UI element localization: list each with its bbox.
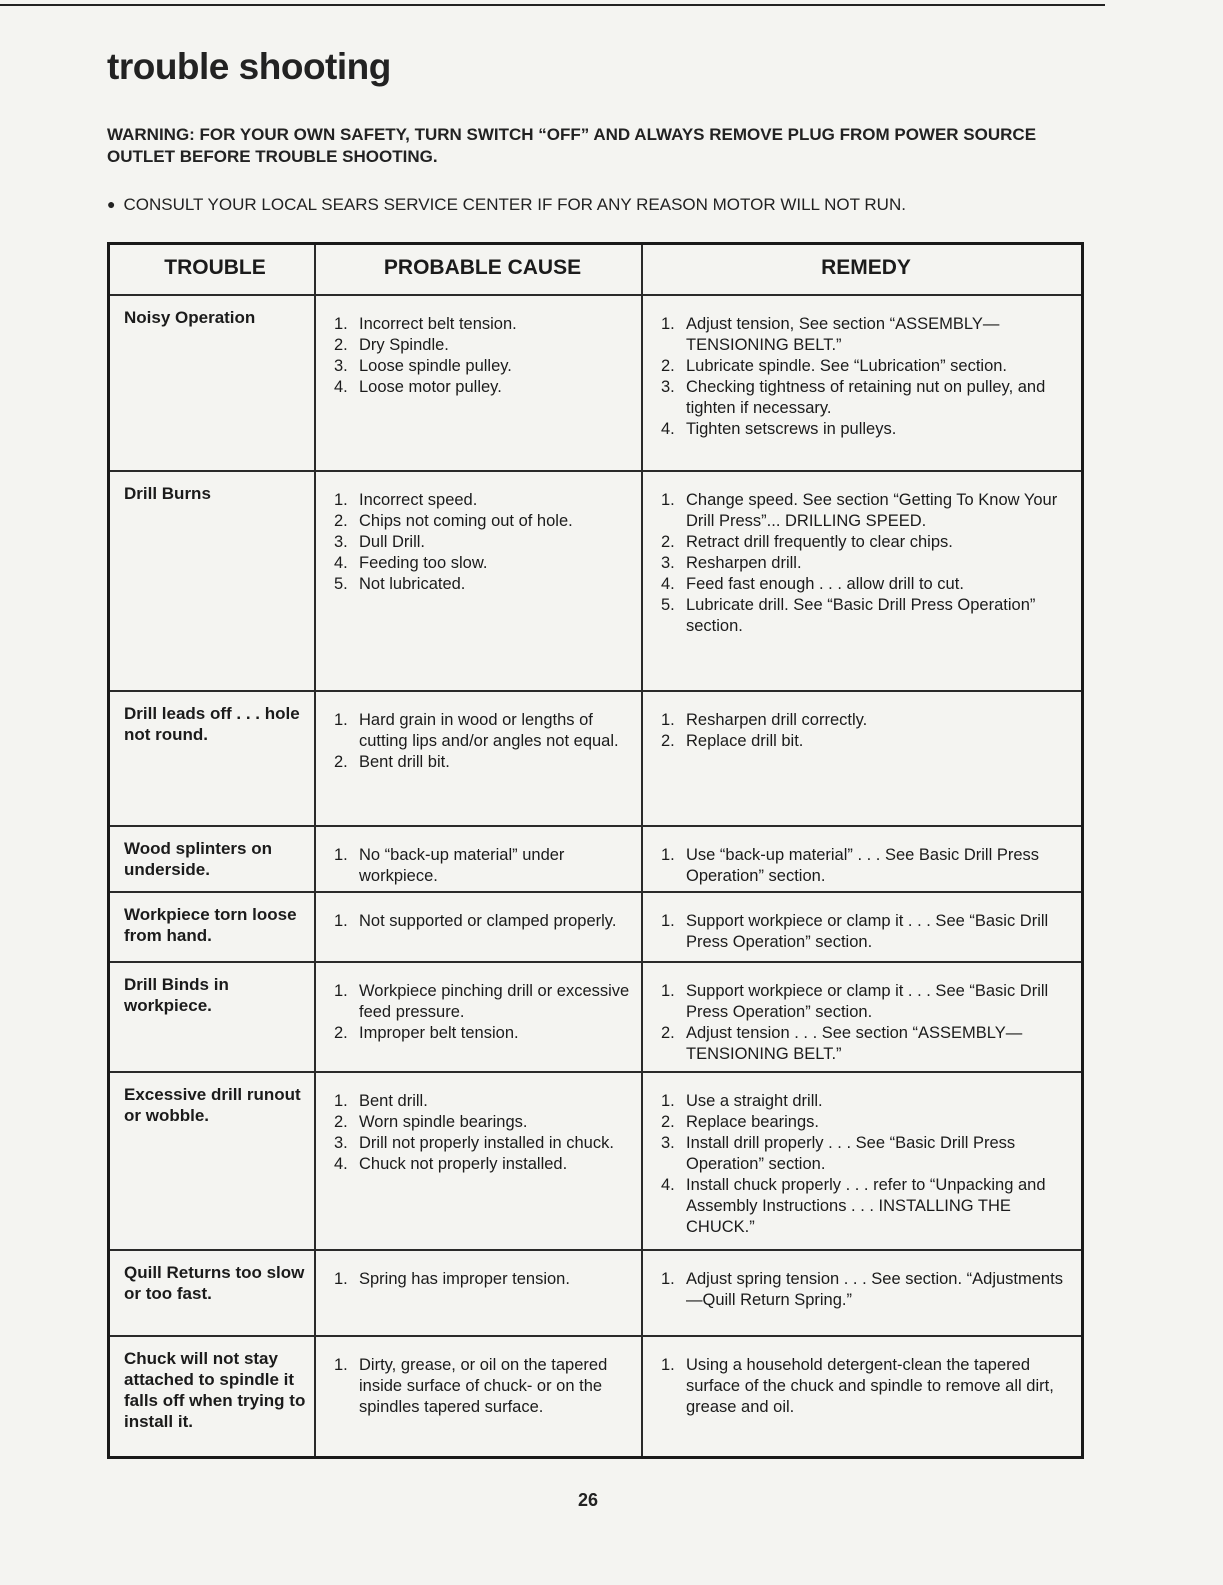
item-text: Hard grain in wood or lengths of cutting lips and/or angles not equal. (359, 711, 619, 750)
table-row (110, 692, 1081, 827)
remedy-item (661, 574, 1071, 595)
cause-item (334, 752, 631, 773)
item-text: Support workpiece or clamp it . . . See “Basic Drill Press Operation” section. (686, 982, 1049, 1021)
item-number: 2. (661, 533, 675, 551)
table-body (110, 296, 1081, 1456)
cause-list (334, 899, 631, 932)
item-number: 1. (661, 846, 675, 864)
item-text: Support workpiece or clamp it . . . See “Basic Drill Press Operation” section. (686, 912, 1049, 951)
cause-list (334, 833, 631, 887)
remedy-item (661, 981, 1071, 1023)
remedy-cell (643, 296, 1081, 470)
item-number: 1. (661, 982, 675, 1000)
item-number: 4. (661, 420, 675, 438)
item-number: 2. (334, 1113, 348, 1131)
cause-cell (316, 827, 643, 891)
trouble-cell: Noisy Operation (110, 296, 316, 470)
cause-cell (316, 893, 643, 961)
cause-item (334, 1091, 631, 1112)
item-number: 1. (334, 982, 348, 1000)
remedy-item (661, 419, 1071, 440)
trouble-cell: Workpiece torn loose from hand. (110, 893, 316, 961)
item-number: 1. (334, 711, 348, 729)
cause-item (334, 377, 631, 398)
cause-item (334, 911, 631, 932)
remedy-item (661, 595, 1071, 637)
cause-item (334, 356, 631, 377)
item-text: Chuck not properly installed. (359, 1155, 568, 1173)
item-text: Adjust tension, See section “ASSEMBLY—TENSIONING BELT.” (686, 315, 1000, 354)
item-text: Replace drill bit. (686, 732, 804, 750)
remedy-cell (643, 827, 1081, 891)
top-rule (0, 4, 1105, 6)
item-text: Feeding too slow. (359, 554, 488, 572)
remedy-item (661, 1269, 1071, 1311)
item-text: Resharpen drill correctly. (686, 711, 868, 729)
table-row (110, 296, 1081, 472)
remedy-item (661, 731, 1071, 752)
cause-cell (316, 1251, 643, 1335)
item-text: Worn spindle bearings. (359, 1113, 528, 1131)
cause-item (334, 1023, 631, 1044)
item-number: 4. (661, 575, 675, 593)
cause-list (334, 969, 631, 1044)
cause-list (334, 302, 631, 398)
table-row (110, 893, 1081, 963)
item-text: Tighten setscrews in pulleys. (686, 420, 897, 438)
table-row (110, 1073, 1081, 1251)
cause-item (334, 490, 631, 511)
cause-item (334, 1355, 631, 1418)
cause-item (334, 574, 631, 595)
remedy-list (661, 1343, 1071, 1418)
item-text: Adjust tension . . . See section “ASSEMBLY—TENSIONING BELT.” (686, 1024, 1023, 1063)
cause-item (334, 1154, 631, 1175)
cause-list (334, 478, 631, 595)
consult-note (107, 194, 906, 216)
item-text: Chips not coming out of hole. (359, 512, 573, 530)
item-number: 2. (334, 336, 348, 354)
item-number: 2. (334, 1024, 348, 1042)
remedy-list (661, 969, 1071, 1065)
item-text: Dry Spindle. (359, 336, 449, 354)
item-number: 1. (661, 491, 675, 509)
item-number: 1. (334, 1356, 348, 1374)
item-number: 1. (661, 315, 675, 333)
item-text: Spring has improper tension. (359, 1270, 570, 1288)
remedy-cell (643, 893, 1081, 961)
cause-item (334, 314, 631, 335)
item-number: 2. (661, 732, 675, 750)
remedy-list (661, 899, 1071, 953)
item-number: 1. (661, 1356, 675, 1374)
item-number: 1. (661, 1092, 675, 1110)
cause-item (334, 1133, 631, 1154)
cause-item (334, 1112, 631, 1133)
item-number: 3. (334, 1134, 348, 1152)
remedy-cell (643, 1073, 1081, 1249)
remedy-item (661, 1175, 1071, 1238)
item-number: 3. (334, 357, 348, 375)
item-number: 4. (334, 378, 348, 396)
item-text: Change speed. See section “Getting To Know Your Drill Press”... DRILLING SPEED. (686, 491, 1058, 530)
remedy-list (661, 478, 1071, 637)
remedy-item (661, 553, 1071, 574)
item-text: Bent drill bit. (359, 753, 450, 771)
item-number: 2. (661, 1024, 675, 1042)
cause-item (334, 710, 631, 752)
remedy-item (661, 490, 1071, 532)
item-text: Not lubricated. (359, 575, 466, 593)
remedy-item (661, 314, 1071, 356)
table-row (110, 827, 1081, 893)
item-text: Replace bearings. (686, 1113, 819, 1131)
cause-cell (316, 472, 643, 690)
item-number: 1. (661, 912, 675, 930)
table-row (110, 1251, 1081, 1337)
trouble-cell: Wood splinters on underside. (110, 827, 316, 891)
item-text: Install drill properly . . . See “Basic Drill Press Operation” section. (686, 1134, 1016, 1173)
cause-cell (316, 692, 643, 825)
remedy-item (661, 356, 1071, 377)
item-text: Lubricate spindle. See “Lubrication” section. (686, 357, 1008, 375)
item-number: 3. (661, 378, 675, 396)
item-text: Resharpen drill. (686, 554, 802, 572)
consult-text: CONSULT YOUR LOCAL SEARS SERVICE CENTER IF FOR ANY REASON MOTOR WILL NOT RUN. (123, 195, 906, 214)
item-text: Improper belt tension. (359, 1024, 519, 1042)
remedy-item (661, 1023, 1071, 1065)
item-text: Incorrect belt tension. (359, 315, 517, 333)
item-number: 5. (334, 575, 348, 593)
item-text: Use a straight drill. (686, 1092, 823, 1110)
remedy-item (661, 1355, 1071, 1418)
item-number: 2. (661, 357, 675, 375)
remedy-list (661, 833, 1071, 887)
header-remedy: REMEDY (821, 256, 911, 279)
item-number: 4. (334, 554, 348, 572)
cause-cell (316, 296, 643, 470)
trouble-cell: Drill Binds in workpiece. (110, 963, 316, 1071)
item-text: Workpiece pinching drill or excessive feed pressure. (359, 982, 630, 1021)
safety-warning: WARNING: FOR YOUR OWN SAFETY, TURN SWITCH “OFF” AND ALWAYS REMOVE PLUG FROM POWER SOURCE OUTLET BEFORE TROUBLE SHOOTING. (107, 125, 1037, 166)
item-number: 1. (334, 1270, 348, 1288)
remedy-cell (643, 472, 1081, 690)
cause-list (334, 1079, 631, 1175)
table-row (110, 963, 1081, 1073)
item-number: 2. (334, 512, 348, 530)
item-text: Drill not properly installed in chuck. (359, 1134, 614, 1152)
remedy-cell (643, 1251, 1081, 1335)
item-text: Feed fast enough . . . allow drill to cut. (686, 575, 964, 593)
item-text: Loose spindle pulley. (359, 357, 512, 375)
cause-item (334, 553, 631, 574)
cause-item (334, 511, 631, 532)
item-text: Adjust spring tension . . . See section. “Adjustments—Quill Return Spring.” (686, 1270, 1063, 1309)
item-text: Lubricate drill. See “Basic Drill Press Operation” section. (686, 596, 1036, 635)
remedy-item (661, 1112, 1071, 1133)
remedy-item (661, 377, 1071, 419)
remedy-list (661, 698, 1071, 752)
item-text: Retract drill frequently to clear chips. (686, 533, 953, 551)
cause-item (334, 845, 631, 887)
trouble-cell: Drill leads off . . . hole not round. (110, 692, 316, 825)
trouble-cell: Quill Returns too slow or too fast. (110, 1251, 316, 1335)
bullet-icon: ● (107, 196, 116, 212)
table-header-row (110, 245, 1081, 296)
item-text: Checking tightness of retaining nut on pulley, and tighten if necessary. (686, 378, 1046, 417)
header-probable-cause: PROBABLE CAUSE (316, 245, 643, 294)
cause-cell (316, 963, 643, 1071)
remedy-list (661, 1257, 1071, 1311)
item-text: Using a household detergent-clean the tapered surface of the chuck and spindle to remove all dirt, grease and oil. (686, 1356, 1054, 1416)
item-number: 3. (661, 554, 675, 572)
cause-item (334, 1269, 631, 1290)
item-text: Install chuck properly . . . refer to “Unpacking and Assembly Instructions . . . INSTALLING THE CHUCK.” (686, 1176, 1046, 1236)
cause-list (334, 698, 631, 773)
item-text: Dirty, grease, or oil on the tapered inside surface of chuck- or on the spindles tapered surface. (359, 1356, 608, 1416)
cause-item (334, 335, 631, 356)
remedy-list (661, 1079, 1071, 1238)
item-text: Not supported or clamped properly. (359, 912, 617, 930)
item-number: 1. (334, 491, 348, 509)
item-number: 1. (334, 846, 348, 864)
item-text: Dull Drill. (359, 533, 425, 551)
item-number: 4. (334, 1155, 348, 1173)
remedy-item (661, 911, 1071, 953)
page-number: 26 (578, 1490, 599, 1510)
remedy-cell (643, 963, 1081, 1071)
item-number: 2. (661, 1113, 675, 1131)
item-text: No “back-up material” under workpiece. (359, 846, 565, 885)
cause-cell (316, 1337, 643, 1456)
remedy-item (661, 532, 1071, 553)
cause-item (334, 532, 631, 553)
item-text: Loose motor pulley. (359, 378, 502, 396)
troubleshooting-table (107, 242, 1084, 1459)
item-number: 1. (334, 315, 348, 333)
table-row (110, 472, 1081, 692)
remedy-item (661, 1091, 1071, 1112)
item-number: 5. (661, 596, 675, 614)
header-trouble: TROUBLE (110, 245, 316, 294)
remedy-list (661, 302, 1071, 440)
trouble-cell: Drill Burns (110, 472, 316, 690)
item-number: 2. (334, 753, 348, 771)
cause-cell (316, 1073, 643, 1249)
item-number: 3. (334, 533, 348, 551)
trouble-cell: Chuck will not stay attached to spindle it falls off when trying to install it. (110, 1337, 316, 1456)
cause-item (334, 981, 631, 1023)
item-number: 3. (661, 1134, 675, 1152)
remedy-item (661, 1133, 1071, 1175)
item-text: Use “back-up material” . . . See Basic Drill Press Operation” section. (686, 846, 1040, 885)
item-number: 4. (661, 1176, 675, 1194)
item-number: 1. (661, 711, 675, 729)
page-title: trouble shooting (107, 46, 391, 87)
remedy-item (661, 845, 1071, 887)
item-text: Bent drill. (359, 1092, 428, 1110)
item-number: 1. (334, 1092, 348, 1110)
item-number: 1. (661, 1270, 675, 1288)
table-row (110, 1337, 1081, 1456)
cause-list (334, 1343, 631, 1418)
remedy-cell (643, 692, 1081, 825)
item-text: Incorrect speed. (359, 491, 478, 509)
remedy-cell (643, 1337, 1081, 1456)
trouble-cell: Excessive drill runout or wobble. (110, 1073, 316, 1249)
remedy-item (661, 710, 1071, 731)
item-number: 1. (334, 912, 348, 930)
cause-list (334, 1257, 631, 1290)
